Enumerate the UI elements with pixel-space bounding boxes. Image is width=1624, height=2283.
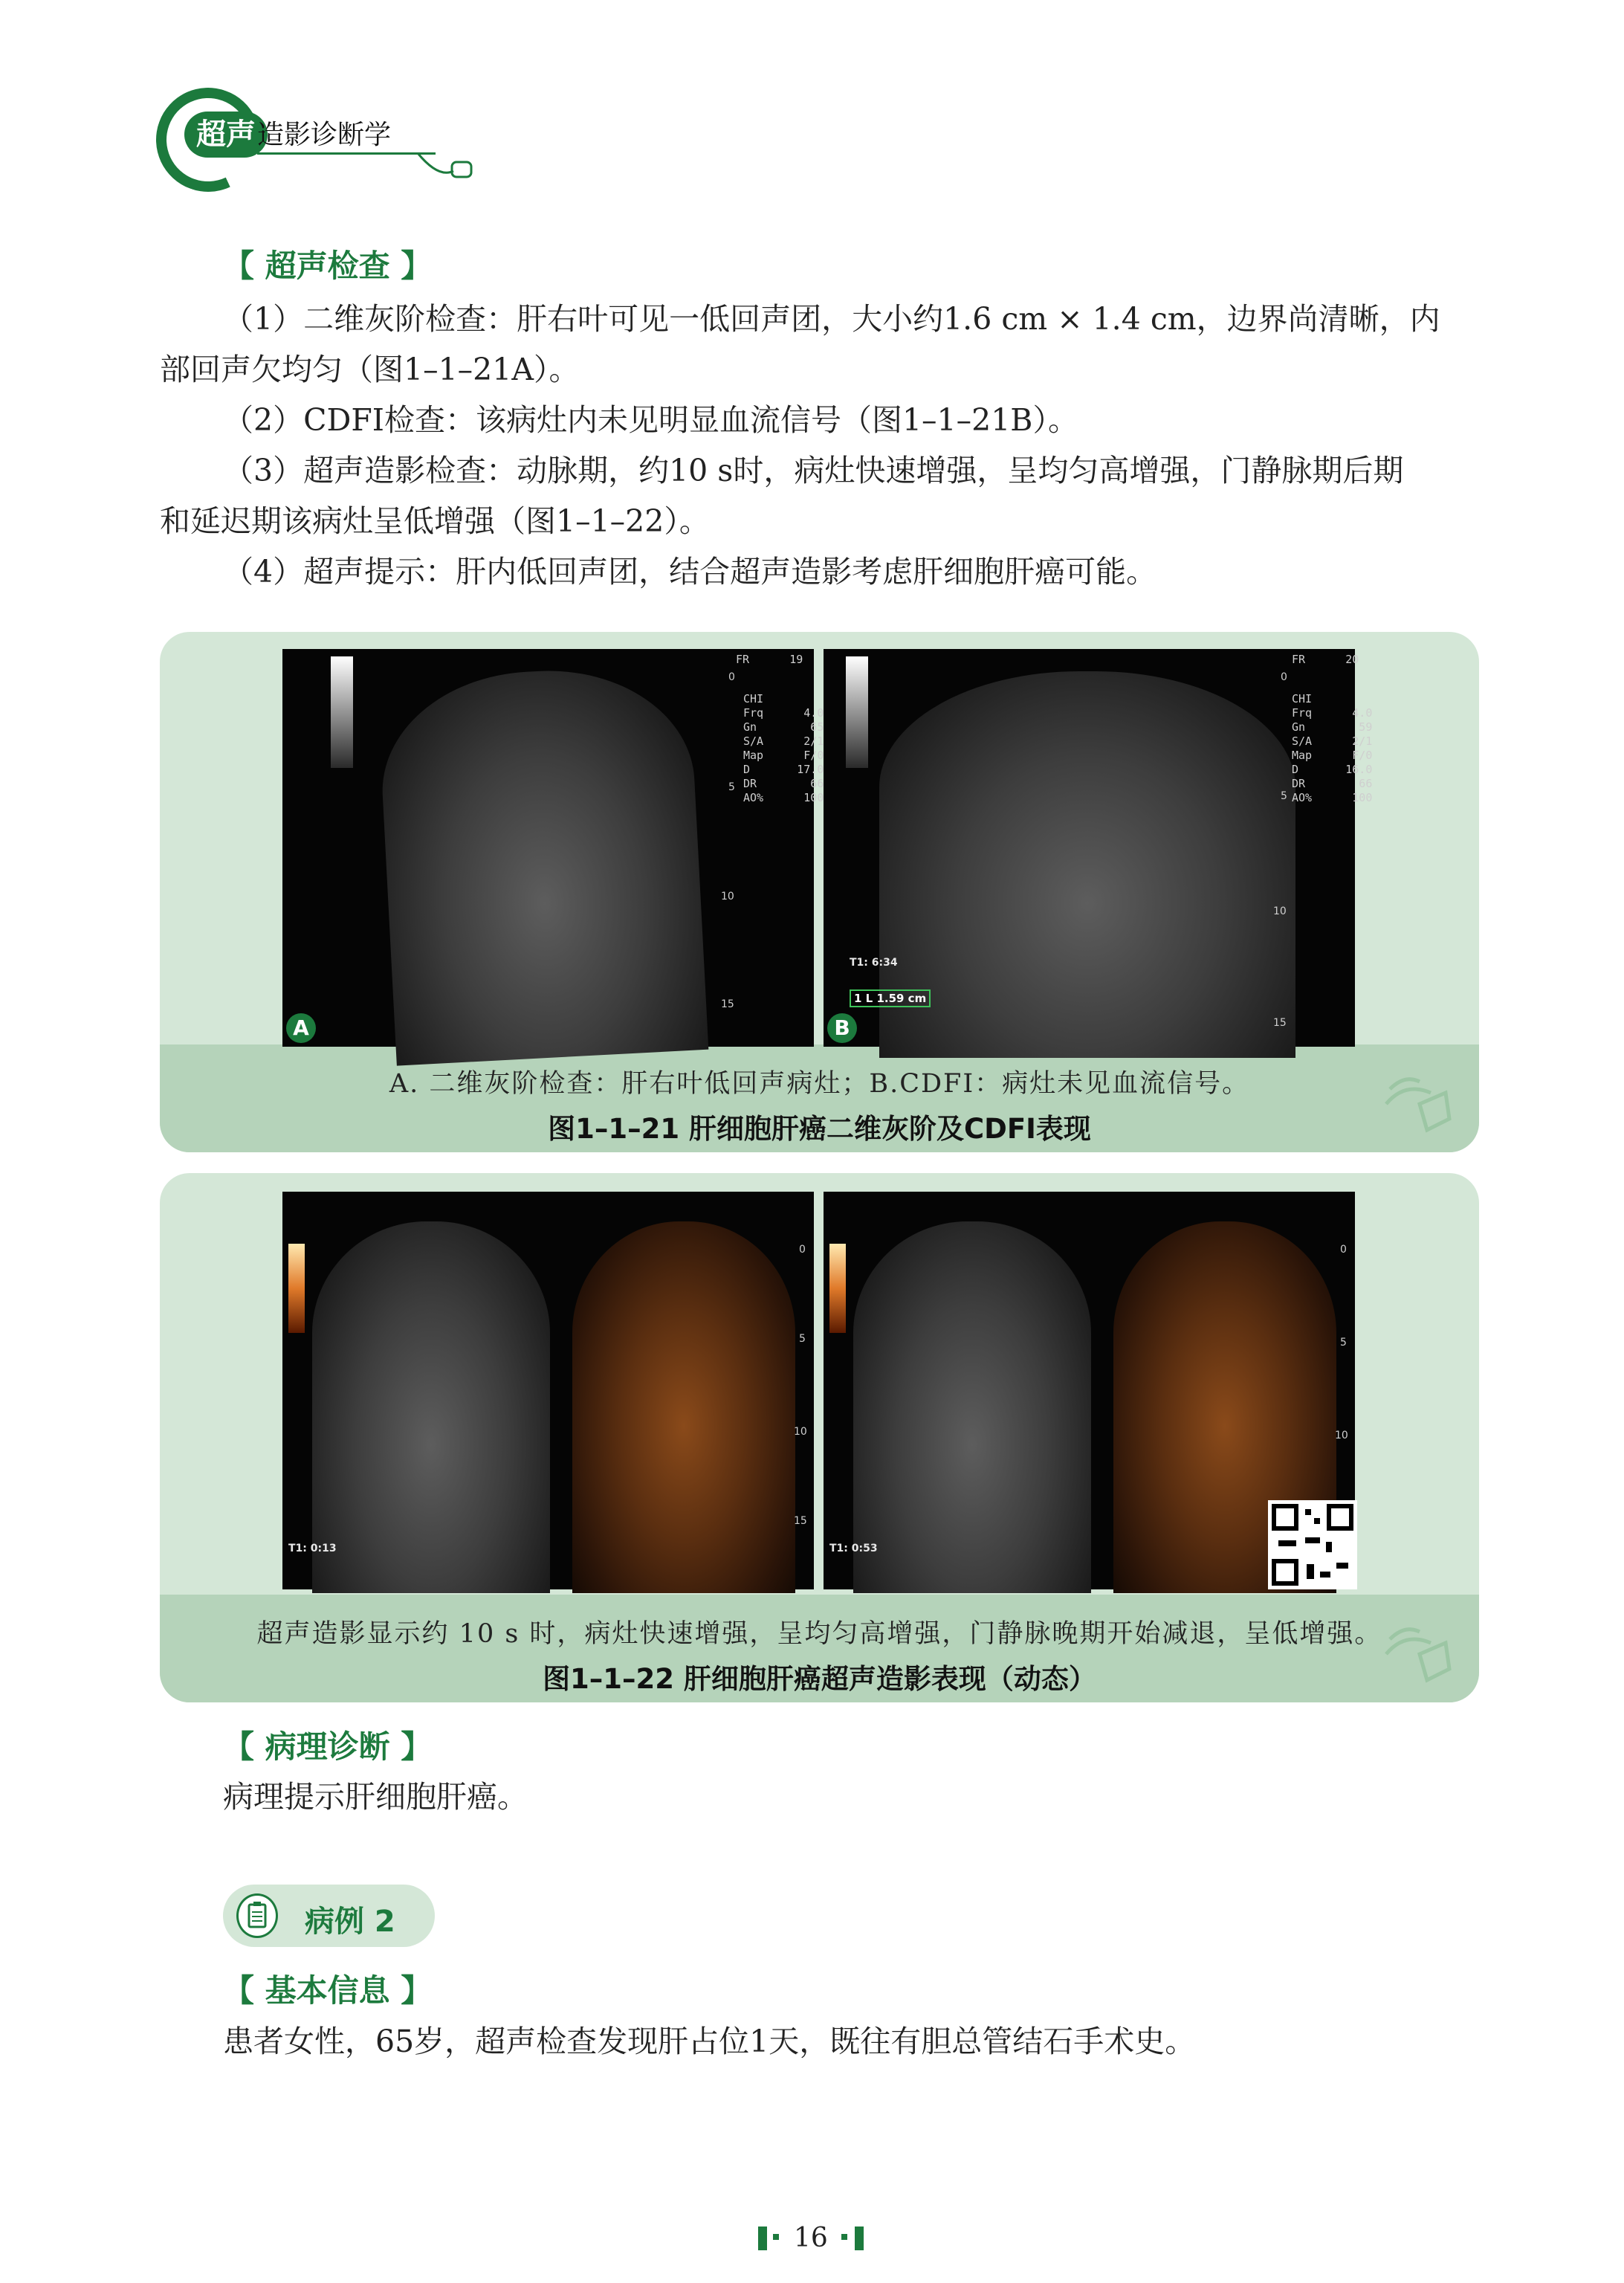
page-number: 16 — [794, 2223, 828, 2253]
depth-5: 5 — [728, 781, 735, 793]
ultrasound-waves-icon — [1375, 1059, 1457, 1141]
figure-1-title: 图1–1–21 肝细胞肝癌二维灰阶及CDFI表现 — [548, 1113, 1091, 1145]
paragraph-3-line-2: 和延迟期该病灶呈低增强（图1–1–22）。 — [160, 503, 710, 539]
liver-fan — [377, 663, 709, 1065]
panel-label-a: A — [286, 1013, 316, 1043]
header-rule — [257, 152, 436, 155]
frame-rate: FR 19 — [736, 653, 803, 666]
page-number-dot-left — [773, 2234, 779, 2240]
section-title-basic-info: 【 基本信息 】 — [223, 1972, 433, 2009]
depth-0: 0 — [1281, 671, 1287, 683]
case-label: 病例 2 — [305, 1905, 395, 1939]
depth-15: 15 — [1273, 1017, 1287, 1029]
contrast-color-bar — [288, 1244, 305, 1333]
depth-5: 5 — [799, 1333, 806, 1345]
scan-parameters: CHI Frq 4.0 Gn 59 S/A 2/1 Map F/0 D 16.0 DR 66 AO% 100 — [1292, 692, 1373, 804]
scan-parameters: CHI Frq 4.0 Gn 65 S/A 2/1 Map F/0 D 17.0 DR 66 AO% 100 — [743, 692, 824, 804]
book-title: 造影诊断学 — [257, 120, 392, 150]
liver-fan — [879, 671, 1295, 1058]
ultrasound-image-a — [282, 649, 824, 1047]
panel-label-b: B — [827, 1013, 857, 1043]
figure-2-description: 超声造影显示约 10 s 时，病灶快速增强，呈均匀高增强，门静脉晚期开始减退，呈低增强。 — [256, 1619, 1382, 1649]
measurement-readout: 1 L 1.59 cm — [850, 989, 931, 1007]
contrast-image-right — [824, 1192, 1355, 1589]
b-mode-fan — [312, 1221, 550, 1593]
page-number-bar-right — [855, 2227, 864, 2250]
b-mode-fan — [853, 1221, 1091, 1593]
timer: T1: 6:34 — [850, 957, 898, 969]
depth-0: 0 — [1340, 1244, 1347, 1256]
figure-1-description: A. 二维灰阶检查：肝右叶低回声病灶；B.CDFI：病灶未见血流信号。 — [389, 1069, 1250, 1099]
figure-2-title: 图1–1–22 肝细胞肝癌超声造影表现（动态） — [543, 1663, 1096, 1695]
depth-5: 5 — [1281, 790, 1287, 802]
frame-rate: FR 20 — [1292, 653, 1359, 666]
contrast-color-bar — [829, 1244, 846, 1333]
page-number-bar-left — [758, 2227, 767, 2250]
paragraph-2: （2）CDFI检查：该病灶内未见明显血流信号（图1–1–21B）。 — [223, 402, 1078, 438]
depth-10: 10 — [1273, 905, 1287, 917]
depth-10: 10 — [721, 891, 734, 902]
paragraph-3-line-1: （3）超声造影检查：动脉期，约10 s时，病灶快速增强，呈均匀高增强，门静脉期后期 — [223, 453, 1404, 488]
depth-15: 15 — [721, 998, 734, 1010]
depth-0: 0 — [728, 671, 735, 683]
ultrasound-waves-icon — [1375, 1609, 1457, 1691]
logo-badge: 超声 — [184, 112, 268, 158]
depth-10: 10 — [794, 1426, 807, 1438]
probe-icon — [416, 149, 476, 193]
depth-5: 5 — [1340, 1337, 1347, 1349]
grayscale-bar — [331, 656, 353, 768]
grayscale-bar — [846, 656, 868, 768]
contrast-fan — [572, 1221, 795, 1593]
qr-code-icon[interactable] — [1268, 1500, 1357, 1589]
ultrasound-image-b — [824, 649, 1373, 1047]
section-title-pathology: 【 病理诊断 】 — [223, 1728, 433, 1765]
timer: T1: 0:53 — [829, 1543, 878, 1554]
depth-15: 15 — [794, 1515, 807, 1527]
clipboard-icon — [236, 1893, 278, 1938]
paragraph-4: （4）超声提示：肝内低回声团，结合超声造影考虑肝细胞肝癌可能。 — [223, 554, 1157, 590]
paragraph-1-line-1: （1）二维灰阶检查：肝右叶可见一低回声团，大小约1.6 cm × 1.4 cm，边界尚清晰，内 — [223, 301, 1440, 337]
contrast-image-left — [282, 1192, 814, 1589]
section-title-ultrasound: 【 超声检查 】 — [223, 248, 433, 284]
depth-0: 0 — [799, 1244, 806, 1256]
basic-info-text: 患者女性，65岁，超声检查发现肝占位1天，既往有胆总管结石手术史。 — [223, 2024, 1196, 2059]
pathology-text: 病理提示肝细胞肝癌。 — [223, 1779, 528, 1815]
page-number-dot-right — [841, 2234, 847, 2240]
timer: T1: 0:13 — [288, 1543, 337, 1554]
depth-10: 10 — [1335, 1430, 1348, 1441]
paragraph-1-line-2: 部回声欠均匀（图1–1–21A）。 — [160, 352, 580, 387]
